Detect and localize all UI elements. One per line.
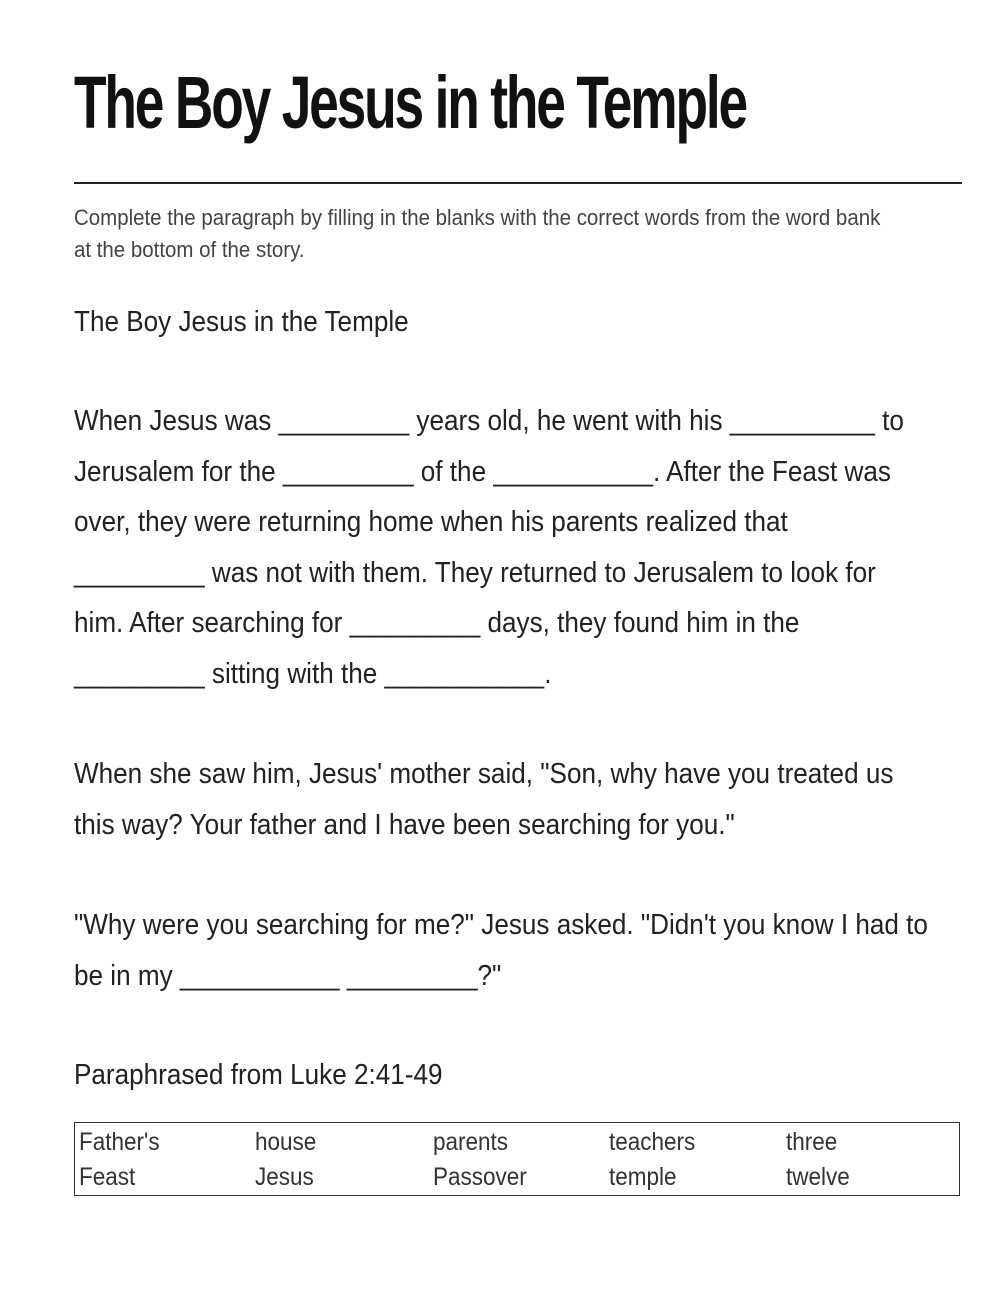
word-bank-word: teachers bbox=[609, 1128, 696, 1156]
word-bank-word: Father's bbox=[79, 1128, 160, 1156]
word-bank-word: three bbox=[786, 1128, 838, 1156]
word-bank-word: Feast bbox=[79, 1163, 136, 1191]
worksheet-title: The Boy Jesus in the Temple bbox=[74, 61, 746, 144]
word-bank-word: twelve bbox=[786, 1163, 850, 1191]
paragraph-line: this way? Your father and I have been searching for you." bbox=[74, 808, 735, 841]
paragraph-line: over, they were returning home when his parents realized that bbox=[74, 506, 788, 538]
story-paragraph-3 bbox=[74, 900, 956, 1001]
paragraph-line: When Jesus was _________ years old, he went with his __________ to bbox=[74, 405, 904, 437]
scripture-source: Paraphrased from Luke 2:41-49 bbox=[74, 1059, 443, 1091]
paragraph-line: When she saw him, Jesus' mother said, "Son, why have you treated us bbox=[74, 758, 894, 790]
word-bank-box bbox=[74, 1122, 960, 1196]
word-bank-word: Passover bbox=[433, 1163, 527, 1191]
word-bank-word: house bbox=[255, 1128, 317, 1156]
paragraph-line: Jerusalem for the _________ of the ___________. After the Feast was bbox=[74, 455, 891, 488]
word-bank-row bbox=[75, 1125, 959, 1159]
paragraph-line: _________ was not with them. They returned to Jerusalem to look for bbox=[74, 556, 876, 589]
paragraph-line: be in my ___________ _________?" bbox=[74, 959, 502, 992]
story-title: The Boy Jesus in the Temple bbox=[74, 306, 409, 338]
story-paragraph-2 bbox=[74, 749, 956, 850]
title-divider bbox=[74, 182, 962, 184]
word-bank-word: parents bbox=[433, 1128, 509, 1156]
paragraph-line: "Why were you searching for me?" Jesus asked. "Didn't you know I had to bbox=[74, 909, 928, 941]
instructions-text: Complete the paragraph by filling in the blanks with the correct words from the word bank at the bottom of the story. bbox=[74, 205, 881, 262]
paragraph-line: him. After searching for _________ days, they found him in the bbox=[74, 607, 800, 639]
story-paragraph-1 bbox=[74, 396, 956, 699]
paragraph-line: _________ sitting with the ___________. bbox=[74, 657, 552, 690]
word-bank-word: temple bbox=[609, 1163, 677, 1191]
word-bank-row bbox=[75, 1160, 959, 1194]
word-bank-word: Jesus bbox=[255, 1163, 314, 1191]
